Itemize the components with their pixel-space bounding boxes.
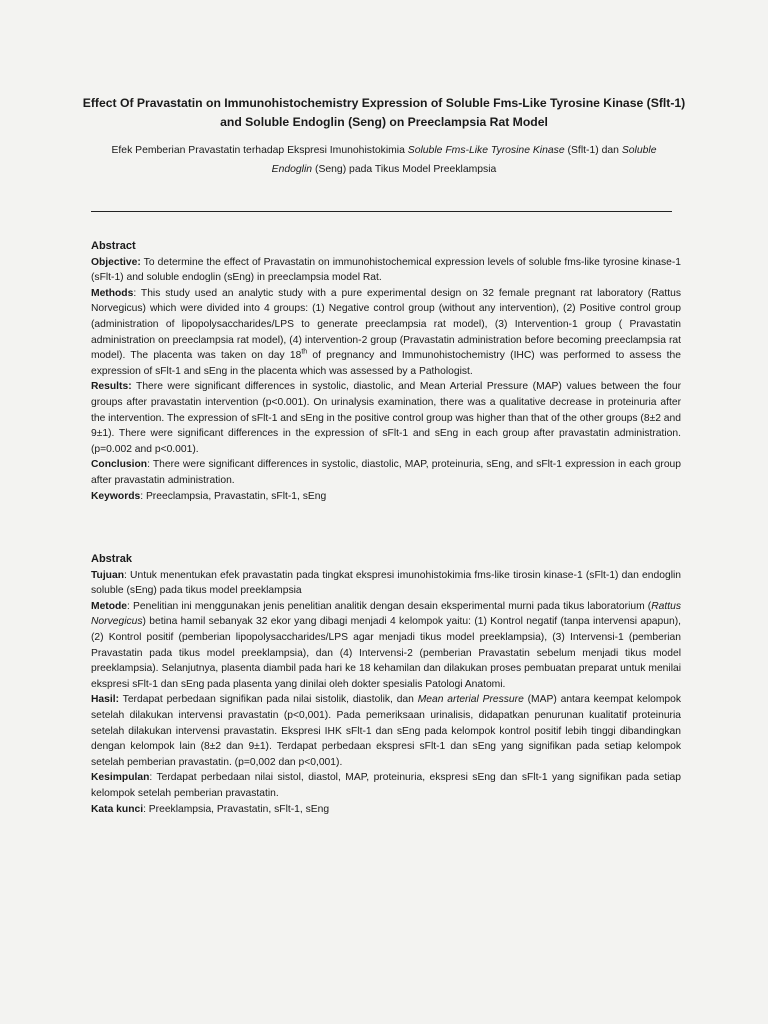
metode-label: Metode [91,600,128,612]
keywords-text: : Preeclampsia, Pravastatin, sFlt-1, sEng [140,490,327,502]
kesimpulan-label: Kesimpulan [91,772,150,784]
results-text: There were significant differences in systolic, diastolic, and Mean Arterial Pressure (MAP) values between the four groups after pravastatin intervention (p<0.001). On urinalysis examination, there was a qualitative decrease in proteinuria after the intervention. The expression of sFlt-1 and sEng in the positive control group was higher than that of the other groups (8±2 and 9±1). There were significant differences in the expression of sFlt-1 and sEng in each group after pravastatin administration. (p=0.002 and p<0.001). [91,381,681,455]
conclusion-text: : There were significant differences in systolic, diastolic, MAP, proteinuria, sEng, and sFlt-1 expression in each group after pravastatin administration. [91,459,681,486]
methods-superscript: th [301,348,308,356]
conclusion-paragraph [91,457,681,488]
subtitle-italic: Soluble Fms-Like Tyrosine Kinase [407,145,565,156]
kesimpulan-paragraph [91,770,681,801]
subtitle-text: (Sflt-1) dan [564,145,622,156]
metode-text-continued: ) betina hamil sebanyak 32 ekor yang dibagi menjadi 4 kelompok yaitu: (1) Kontrol negatif (tanpa intervensi apapun), (2) Kontrol positif (pemberian lipopolysaccharides/LPS agar menjadi tikus model preeklampsia), (3) Intervensi-1 (pemberian Pravastatin pada tikus model preeklampsia), dan (4) Intervensi-2 (pemberian Pravastatin sebelum menjadi tikus model preeklampsia). Selanjutnya, plasenta diambil pada hari ke 18 kehamilan dan dilakukan proses pembuatan preparat untuk menilai ekspresi sFlt-1 dan sEng pada plasenta yang dinilai oleh dokter spesialis Patologi Anatomi. [91,616,681,690]
subtitle-text: Efek Pemberian Pravastatin terhadap Ekspresi Imunohistokimia [111,145,408,156]
methods-text: : This study used an analytic study with a pure experimental design on 32 female pregnant rat laboratory (Rattus Norvegicus) which were divided into 4 groups: (1) Negative control group (without any intervention), (2) Positive control group (administration of lipopolysaccharides/LPS to generate preeclampsia rat model), (3) Intervention-1 group ( Pravastatin administration on preeclampsia rat model), (4) intervention-2 group (Pravastatin administration before becoming preeclampsia rat model). The placenta was taken on day 18 [91,287,681,362]
hasil-paragraph [91,692,681,770]
objective-paragraph [91,255,681,286]
subtitle-text: (Seng) pada Tikus Model Preeklampsia [312,164,497,175]
hasil-text: Terdapat perbedaan signifikan pada nilai sistolik, diastolik, dan [119,694,418,706]
abstract-indonesian [91,552,681,817]
metode-italic: Rattus Norvegicus [91,600,681,628]
hasil-text-continued: (MAP) antara keempat kelompok setelah dilakukan intervensi pravastatin (p<0,001). Pada pemeriksaan urinalisis, didapatkan penurunan kualitatif proteinuria setelah dilakukan intervensi pravastatin. Ekspresi IHK sFlt-1 dan sEng pada kelompok kontrol positif lebih tinggi dibandingkan dengan kelompok lain (8±2 dan 9±1). Terdapat perbedaan ekspresi sFlt-1 dan sEng yang signifikan pada setiap kelompok setelah pemberian pravastatin. (p=0,002 dan p<0,001). [91,694,682,768]
results-paragraph [91,379,681,457]
abstrak-heading: Abstrak [91,553,132,565]
tujuan-paragraph [91,568,681,599]
objective-label: Objective: [91,256,141,268]
methods-text-continued: of pregnancy and Immunohistochemistry (IHC) was performed to assess the expression of sFlt-1 and sEng in the placenta which was assessed by a Pathologist. [91,350,682,377]
conclusion-label: Conclusion [91,459,148,471]
subtitle-italic: Soluble Endoglin [271,145,657,175]
results-label: Results: [91,381,132,393]
tujuan-label: Tujuan [91,569,124,581]
kata-kunci-label: Kata kunci [91,803,144,815]
metode-paragraph [91,599,681,693]
kata-kunci-text: : Preeklampsia, Pravastatin, sFlt-1, sEng [143,803,330,815]
metode-text: : Penelitian ini menggunakan jenis penelitian analitik dengan desain eksperimental murni pada tikus laboratorium ( [127,600,652,612]
objective-text: To determine the effect of Pravastatin on immunohistochemical expression levels of soluble fms-like tyrosine kinase-1 (sFlt-1) and soluble endoglin (sEng) in preeclampsia model Rat. [91,256,681,284]
abstract-heading: Abstract [91,240,136,252]
methods-paragraph [91,286,681,380]
tujuan-text: : Untuk menentukan efek pravastatin pada tingkat ekspresi imunohistokimia fms-like tirosin kinase-1 (sFlt-1) dan endoglin soluble (sEng) pada tikus model preeklampsia [91,569,681,597]
kata-kunci-paragraph [91,802,681,818]
hasil-italic: Mean arterial Pressure [417,694,524,706]
keywords-label: Keywords [91,490,141,502]
paper-title: Effect Of Pravastatin on Immunohistochemistry Expression of Soluble Fms-Like Tyrosine Kinase (Sflt-1) and Soluble Endoglin (Seng) on Preeclampsia Rat Model [82,96,686,129]
horizontal-divider [91,211,672,212]
methods-label: Methods [91,287,134,299]
paper-subtitle [96,141,672,179]
hasil-label: Hasil: [91,694,120,706]
kesimpulan-text: : Terdapat perbedaan nilai sistol, diastol, MAP, proteinuria, ekspresi sEng dan sFlt-1 yang signifikan pada setiap kelompok setelah pemberian pravastatin. [91,772,681,799]
keywords-paragraph [91,489,681,505]
abstract-english [91,239,681,504]
